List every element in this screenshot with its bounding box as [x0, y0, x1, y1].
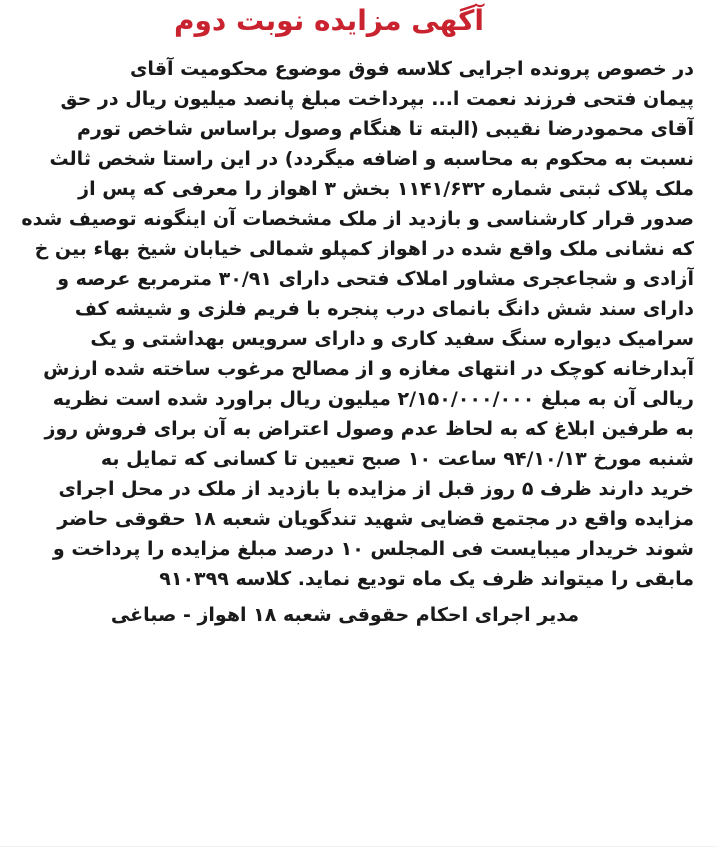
body-line-10: سرامیک دیواره سنگ سفید کاری و دارای سرویس بهداشتی و یک [90, 328, 694, 350]
body-line-3: آقای محمودرضا نقیبی (البته تا هنگام وصول براساس شاخص تورم [77, 118, 694, 140]
body-line-13: به طرفین ابلاغ که به لحاظ عدم وصول اعتراض به آن برای فروش روز [44, 418, 694, 440]
body-line-12: ریالی آن به مبلغ ۲/۱۵۰/۰۰۰/۰۰۰ میلیون ریال براورد شده است نظریه [52, 388, 694, 410]
body-line-7: که نشانی ملک واقع شده در اهواز کمپلو شمالی خیابان شیخ بهاء بین خ [34, 238, 694, 260]
body-line-4: نسبت به محکوم به محاسبه و اضافه میگردد) در این راستا شخص ثالث [49, 148, 694, 170]
body-line-5: ملک پلاک ثبتی شماره ۱۱۴۱/۶۳۲ بخش ۳ اهواز را معرفی که پس از [78, 178, 694, 200]
body-line-15: خرید دارند ظرف ۵ روز قبل از مزایده با بازدید از ملک در محل اجرای [58, 478, 694, 500]
body-line-1: در خصوص پرونده اجرایی کلاسه فوق موضوع محکومیت آقای [130, 58, 694, 80]
right-edge-fade [712, 0, 720, 867]
body-line-17: شوند خریدار میبایست فی المجلس ۱۰ درصد مبلغ مزایده را پرداخت و [52, 538, 694, 560]
notice-title: آگهی مزایده نوبت دوم [173, 4, 484, 37]
body-line-2: پیمان فتحی فرزند نعمت ا... بپرداخت مبلغ پانصد میلیون ریال در حق [60, 88, 694, 110]
body-line-9: دارای سند شش دانگ بانمای درب پنجره با فریم فلزی و شیشه کف [74, 298, 694, 320]
signature-line: مدیر اجرای احکام حقوقی شعبه ۱۸ اهواز - صباغی [110, 604, 579, 626]
body-line-6: صدور قرار کارشناسی و بازدید از ملک مشخصات آن اینگونه توصیف شده [21, 208, 694, 230]
body-line-16: مزایده واقع در مجتمع قضایی شهید تندگویان شعبه ۱۸ حقوقی حاضر [57, 508, 694, 530]
body-line-18: مابقی را میتواند ظرف یک ماه تودیع نماید. کلاسه ۹۱۰۳۹۹ [159, 568, 694, 590]
bottom-divider [0, 846, 720, 847]
notice-body [14, 54, 694, 630]
body-line-8: آزادی و شجاعجری مشاور املاک فتحی دارای ۳۰/۹۱ مترمربع عرصه و [57, 268, 694, 290]
body-line-14: شنبه مورخ ۹۴/۱۰/۱۳ ساعت ۱۰ صبح تعیین تا کسانی که تمایل به [100, 448, 694, 470]
body-line-11: آبدارخانه کوچک در انتهای مغازه و از مصالح مرغوب ساخته شده ارزش [43, 358, 694, 380]
